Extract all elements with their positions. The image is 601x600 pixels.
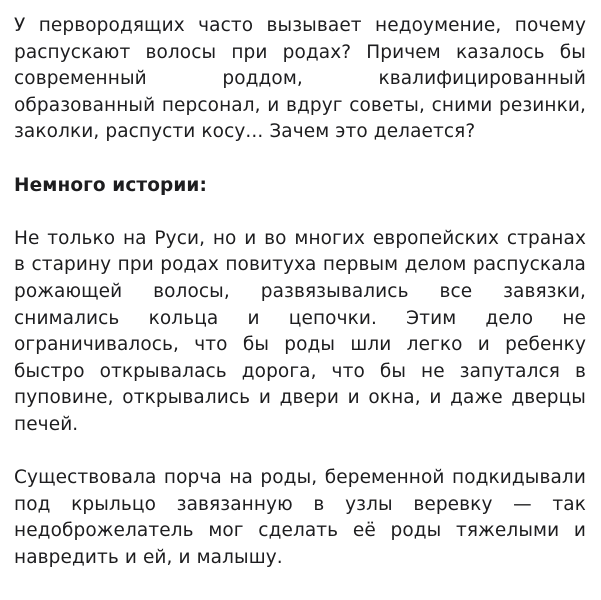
article-body — [14, 13, 586, 571]
paragraph-spacer — [14, 146, 586, 173]
paragraph-spacer — [14, 439, 586, 466]
section-heading: Немного истории: — [14, 174, 207, 196]
history-paragraph: Не только на Руси, но и во многих европейских странах в старину при родах повитуха первым делом распускала рожающей волосы, развязывались все завязки, снимались кольца и цепочки. Этим дело не ограничивалось, что бы роды шли легко и ребенку быстро открывалась дорога, что бы не запутался в пуповине, открывались и двери и окна, и даже дверцы печей. — [14, 227, 586, 435]
curse-paragraph: Существовала порча на роды, беременной подкидывали под крыльцо завязанную в узлы веревку — так недоброжелатель мог сделать её роды тяжелыми и навредить и ей, и малышу. — [14, 467, 586, 568]
paragraph-spacer — [14, 199, 586, 226]
intro-paragraph: У первородящих часто вызывает недоумение, почему распускают волосы при родах? Причем казалось бы современный роддом, квалифицированный образованный персонал, и вдруг советы, сними резинки, заколки, распусти косу... Зачем это делается? — [14, 15, 586, 143]
